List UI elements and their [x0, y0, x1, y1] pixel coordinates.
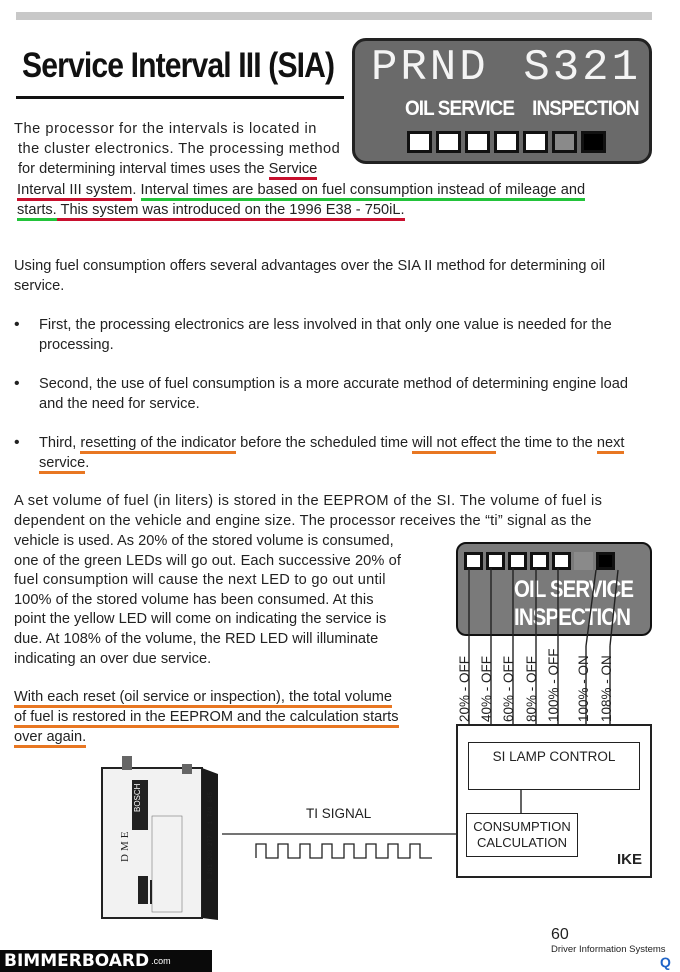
intro-line: Interval III system. Interval times are based on fuel consumption instead of mileage and — [17, 180, 655, 200]
reset-line: With each reset (oil service or inspection), the total volume — [14, 687, 392, 707]
instrument-cluster-display — [352, 38, 652, 164]
intro-line: the cluster electronics. The processing method — [18, 141, 341, 157]
green-led-icon — [407, 131, 432, 153]
bullet-first: First, the processing electronics are less involved in that only one value is needed for the processing. — [39, 317, 612, 353]
led-state-label: 100% - OFF — [546, 648, 561, 722]
green-led-icon — [436, 131, 461, 153]
page-title: Service Interval III (SIA) — [22, 46, 335, 85]
oil-service-label: OIL SERVICE — [405, 97, 515, 120]
led-state-label: 100% - ON — [576, 655, 591, 722]
cluster-labels — [405, 97, 657, 121]
led-state-label: 60% - OFF — [501, 655, 516, 722]
bosch-logo: BOSCH — [133, 783, 142, 812]
intro-line: for determining interval times uses the Service — [18, 159, 317, 179]
led-state-label: 108% - ON — [599, 655, 614, 722]
bullet-icon: • — [14, 316, 20, 333]
fuel-volume-line: dependent on the vehicle and engine size. The processor receives the “ti” signal as the — [14, 513, 592, 529]
title-underline — [16, 96, 344, 99]
fuel-volume-line: due. At 108% of the volume, the RED LED will illuminate — [14, 631, 379, 647]
bimmerboard-logo[interactable]: BIMMERBOARD .com — [0, 950, 212, 972]
fuel-volume-line: A set volume of fuel (in liters) is stored in the EEPROM of the SI. The volume of fuel is — [14, 493, 603, 509]
diagram-oil-label: OIL SERVICE — [514, 576, 634, 603]
fuel-volume-line: point the yellow LED will come on indicating the service is — [14, 611, 387, 627]
page-number: 60 — [551, 926, 569, 943]
gear-indicator: PRND — [371, 43, 489, 93]
dme-module-image — [98, 756, 218, 922]
yellow-led-icon — [552, 131, 577, 153]
green-led-icon — [523, 131, 548, 153]
dme-label: DME — [119, 828, 131, 862]
ti-signal-label: TI SIGNAL — [306, 806, 372, 821]
si-lamp-control-box: SI LAMP CONTROL — [468, 742, 640, 790]
bullet-icon: • — [14, 434, 20, 451]
reset-line: of fuel is restored in the EEPROM and the calculation starts — [14, 707, 399, 727]
cluster-led-row — [407, 131, 606, 153]
bullet-second: Second, the use of fuel consumption is a more accurate method of determining engine load and the need for service. — [39, 376, 628, 412]
reset-line: over again. — [14, 727, 86, 747]
ike-module — [456, 724, 652, 878]
gear-indicator-2: S321 — [523, 43, 641, 93]
fuel-volume-line: vehicle is used. As 20% of the stored volume is consumed, — [14, 533, 394, 549]
advantages-paragraph: Using fuel consumption offers several advantages over the SIA II method for determining oil service. — [14, 258, 606, 294]
ike-label: IKE — [616, 851, 642, 868]
inspection-label: INSPECTION — [532, 97, 639, 120]
green-led-icon — [465, 131, 490, 153]
ti-signal-waveform — [222, 826, 458, 866]
top-rule — [16, 12, 652, 20]
led-state-label: 80% - OFF — [524, 655, 539, 722]
fuel-volume-line: 100% of the stored volume has been consumed. At this — [14, 592, 374, 608]
fuel-volume-line: fuel consumption will cause the next LED to go out until — [14, 572, 386, 588]
led-state-label: 20% - OFF — [457, 655, 472, 722]
red-led-icon — [581, 131, 606, 153]
intro-line: starts. This system was introduced on the 1996 E38 - 750iL. — [17, 200, 405, 220]
section-title: Driver Information Systems — [551, 944, 666, 955]
bullet-icon: • — [14, 375, 20, 392]
intro-line: The processor for the intervals is located in — [14, 121, 317, 137]
bullet-third: Third, resetting of the indicator before the scheduled time will not effect the time to the next service. — [39, 433, 653, 473]
q-icon[interactable]: Q — [660, 954, 671, 970]
fuel-volume-line: indicating an over due service. — [14, 651, 212, 667]
green-led-icon — [494, 131, 519, 153]
dme-part-numbers: 0 261 203 277 / 1 748 645 — [207, 791, 214, 882]
led-state-label: 40% - OFF — [479, 655, 494, 722]
consumption-calculation-box: CONSUMPTION CALCULATION — [466, 813, 578, 857]
diagram-inspection-label: INSPECTION — [514, 604, 631, 631]
fuel-volume-line: one of the green LEDs will go out. Each successive 20% of — [14, 553, 401, 569]
